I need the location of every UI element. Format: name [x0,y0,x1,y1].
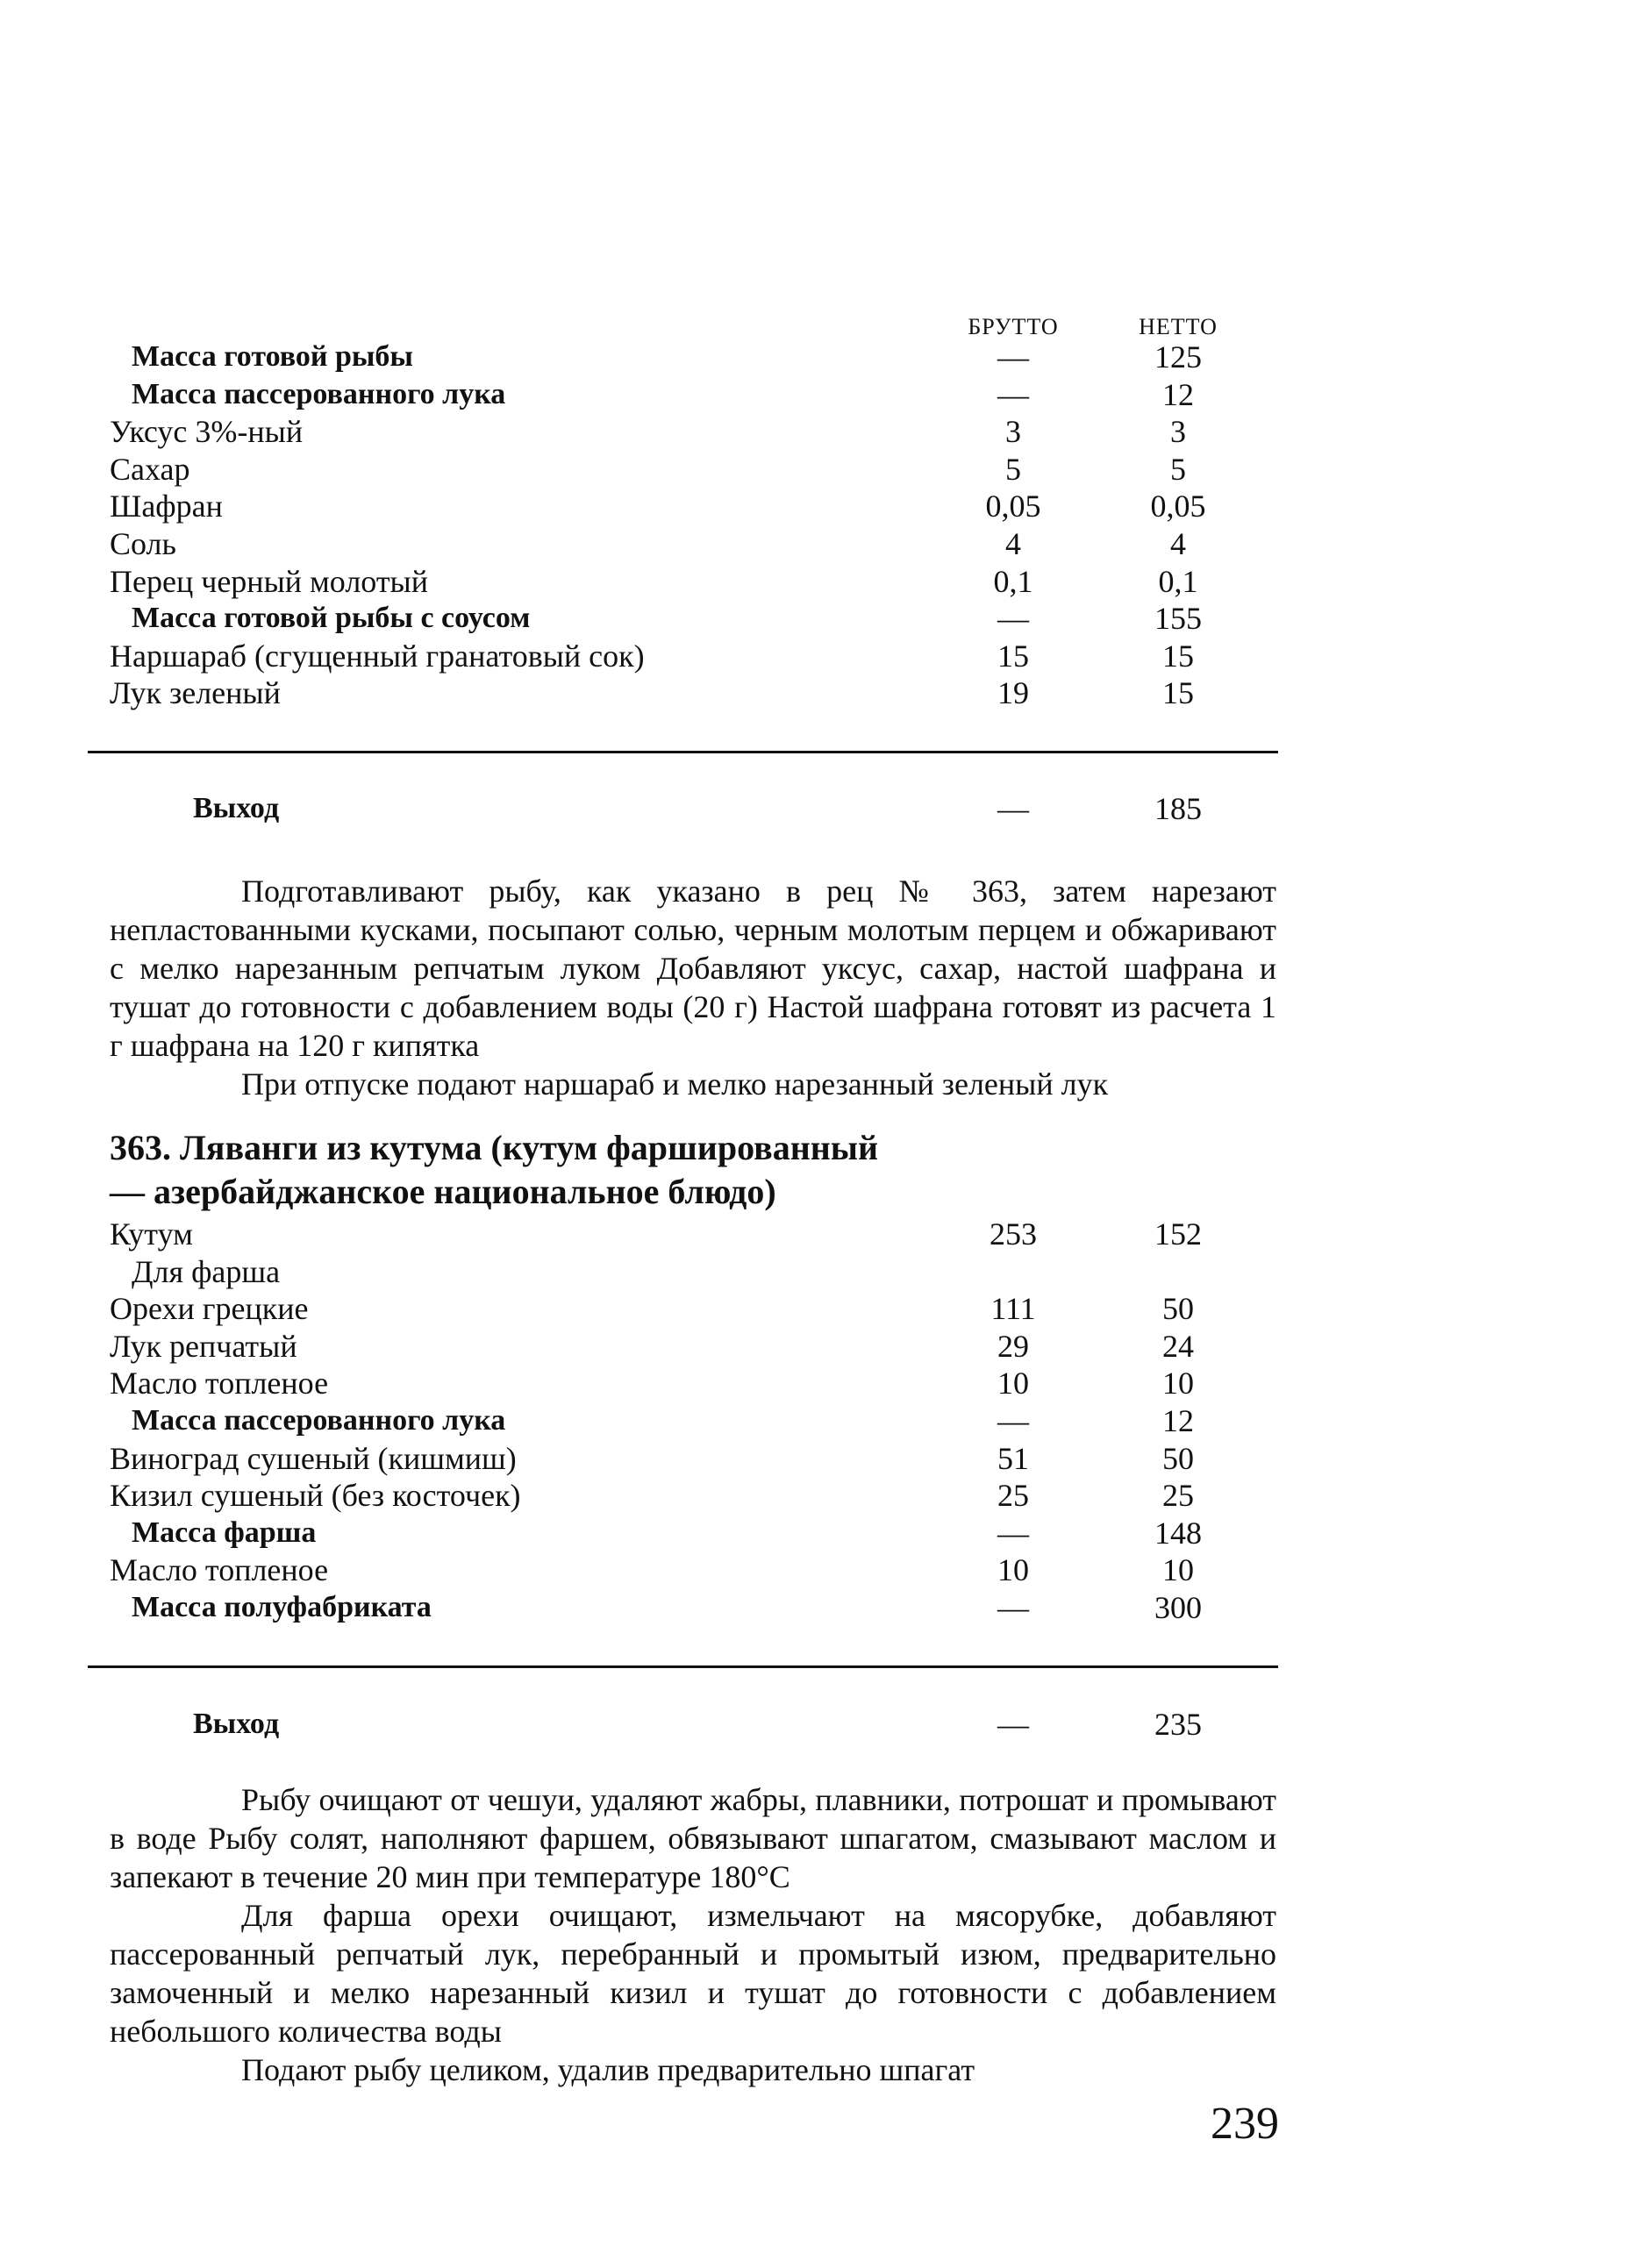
ingredient-netto: 152 [1154,1216,1202,1252]
recipe2-title-line-2: — азербайджанское национальное блюдо) [110,1172,776,1211]
recipe1-ingredients-table [110,339,1276,712]
ingredient-netto: 50 [1162,1291,1194,1327]
ingredient-row [110,413,1276,451]
ingredient-name: Масса пассерованного лука [132,377,506,410]
ingredient-netto: 125 [1154,339,1202,374]
ingredient-brutto: 51 [997,1440,1029,1476]
recipe2-instructions [110,1780,1276,2089]
ingredient-brutto: — [997,1402,1029,1438]
ingredient-brutto: — [997,1589,1029,1625]
ingredient-netto: 15 [1162,638,1194,674]
ingredient-brutto: 0,1 [993,563,1033,599]
ingredient-netto: 5 [1170,451,1186,487]
ingredient-name: Шафран [110,489,223,524]
page-number: 239 [1211,2099,1279,2149]
ingredient-netto: 3 [1170,414,1186,450]
ingredient-name: Масса фарша [132,1516,317,1549]
ingredient-netto: 12 [1162,1402,1194,1438]
ingredient-brutto: — [997,376,1029,412]
ingredient-name: Наршараб (сгущенный гранатовый сок) [110,638,645,674]
recipe1-yield-row [110,789,1276,828]
ingredient-netto: 12 [1162,376,1194,412]
ingredient-name: Кутум [110,1216,193,1252]
recipe1-yield-netto: 185 [1154,791,1202,826]
ingredient-netto: 25 [1162,1478,1194,1514]
ingredient-row [110,488,1276,525]
recipe2-paragraph-1: Рыбу очищают от чешуи, удаляют жабры, плавники, потрошат и промывают в воде Рыбу солят, наполняют фаршем, обвязывают шпагатом, смазывают маслом и запекают в течение 20 мин при температуре 180°С [110,1782,1276,1894]
ingredient-brutto: 3 [1005,414,1021,450]
column-header-netto: НЕТТО [1139,314,1218,339]
ingredient-name: Соль [110,525,176,561]
ingredient-name: Для фарша [132,1253,281,1289]
ingredient-row [110,1216,1276,1253]
ingredient-name: Перец черный молотый [110,563,429,599]
recipe2-yield-netto: 235 [1154,1707,1202,1742]
ingredient-netto: 300 [1154,1589,1202,1625]
recipe2-paragraph-2: Для фарша орехи очищают, измельчают на мясорубке, добавляют пассерованный репчатый лук, перебранный и промытый изюм, предварительно замоченный и мелко нарезанный кизил и тушат до готовности с добавлением небольшого количества воды [110,1898,1276,2049]
recipe2-divider [88,1665,1278,1668]
ingredient-name: Уксус 3%-ный [110,414,304,450]
ingredient-row [110,1589,1276,1627]
ingredient-row [110,339,1276,376]
ingredient-brutto: 253 [990,1216,1037,1252]
ingredient-brutto: 25 [997,1478,1029,1514]
ingredient-name: Масло топленое [110,1552,329,1588]
recipe2-yield-row [110,1705,1276,1744]
ingredient-name: Масло топленое [110,1366,329,1401]
ingredient-name: Масса пассерованного лука [132,1403,506,1437]
ingredient-brutto: 5 [1005,451,1021,487]
ingredient-brutto: 15 [997,638,1029,674]
ingredient-row [110,1477,1276,1515]
ingredient-brutto: — [997,339,1029,374]
recipe2-title-line-1: 363. Ляванги из кутума (кутум фаршированный [110,1128,879,1167]
ingredient-row [110,1365,1276,1402]
ingredient-row [110,1402,1276,1440]
ingredient-row [110,674,1276,712]
ingredient-row [110,638,1276,675]
ingredient-name: Виноград сушеный (кишмиш) [110,1440,517,1476]
ingredient-netto: 50 [1162,1440,1194,1476]
recipe2-ingredients-table [110,1216,1276,1627]
ingredient-row [110,1440,1276,1478]
ingredient-name: Лук зеленый [110,675,281,711]
ingredient-brutto: 29 [997,1328,1029,1364]
ingredient-row [110,525,1276,563]
recipe2-paragraph-3: Подают рыбу целиком, удалив предварительно шпагат [241,2052,975,2087]
recipe1-divider [88,751,1278,753]
recipe2-title [110,1126,1276,1214]
ingredient-netto: 148 [1154,1515,1202,1551]
recipe1-yield-label: Выход [193,792,280,824]
recipe1-paragraph-2: При отпуске подают наршараб и мелко нарезанный зеленый лук [241,1066,1109,1102]
ingredient-brutto: 10 [997,1552,1029,1588]
ingredient-name: Кизил сушеный (без косточек) [110,1478,521,1514]
ingredient-row [110,1290,1276,1328]
ingredient-row [110,563,1276,601]
ingredient-name: Масса готовой рыбы с соусом [132,602,531,635]
ingredient-netto: 24 [1162,1328,1194,1364]
ingredient-row [110,600,1276,638]
ingredient-netto: 4 [1170,525,1186,561]
ingredient-brutto: — [997,601,1029,637]
ingredient-name: Орехи грецкие [110,1291,309,1327]
ingredient-row [110,1253,1276,1291]
ingredient-name: Сахар [110,451,190,487]
ingredient-row [110,376,1276,414]
ingredient-brutto: 19 [997,675,1029,711]
ingredient-netto: 10 [1162,1366,1194,1401]
recipe2-yield-brutto: — [997,1707,1029,1742]
ingredient-brutto: 0,05 [985,489,1041,524]
recipe1-paragraph-1: Подготавливают рыбу, как указано в рец № 363, затем нарезают непластованными кусками, посыпают солью, черным молотым перцем и обжаривают с мелко нарезанным репчатым луком Добавляют уксус, сахар, настой шафрана и тушат до готовности с добавлением воды (20 г) Настой шафрана готовят из расчета 1 г шафрана на 120 г кипятка [110,874,1276,1063]
ingredient-brutto: 111 [990,1291,1036,1327]
ingredient-netto: 0,05 [1150,489,1206,524]
recipe1-instructions [110,872,1276,1103]
ingredient-netto: 0,1 [1158,563,1198,599]
ingredient-name: Лук репчатый [110,1328,297,1364]
ingredient-netto: 15 [1162,675,1194,711]
recipe1-yield-brutto: — [997,791,1029,826]
column-header-brutto: БРУТТО [968,314,1059,339]
ingredient-brutto: 10 [997,1366,1029,1401]
ingredient-row [110,1515,1276,1552]
ingredient-netto: 155 [1154,601,1202,637]
ingredient-row [110,1551,1276,1589]
ingredient-netto: 10 [1162,1552,1194,1588]
recipe2-yield-label: Выход [193,1708,280,1740]
ingredient-brutto: 4 [1005,525,1021,561]
ingredient-row [110,451,1276,489]
ingredient-brutto: — [997,1515,1029,1551]
ingredient-row [110,1328,1276,1366]
ingredient-name: Масса готовой рыбы [132,340,413,373]
ingredient-name: Масса полуфабриката [132,1590,432,1623]
